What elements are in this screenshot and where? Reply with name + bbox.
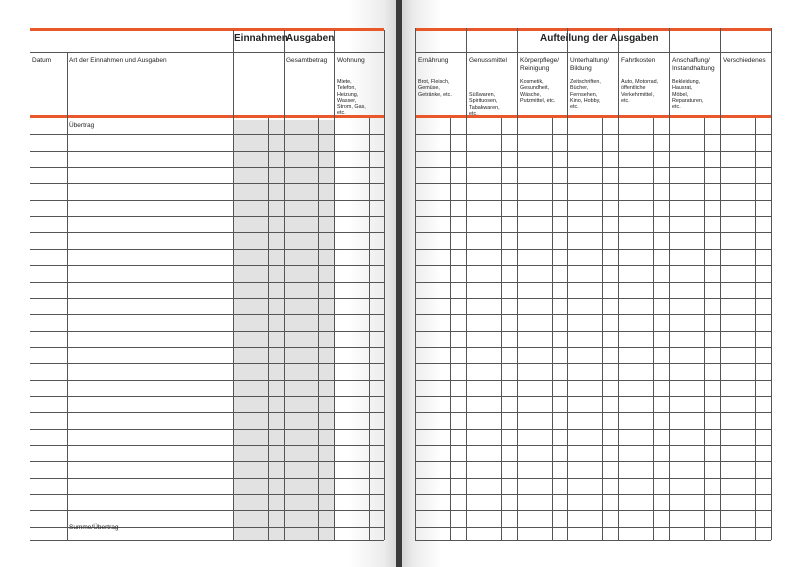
- row-line: [415, 380, 771, 381]
- wohnung-examples: Miete, Telefon, Heizung, Wasser, Strom, Gas, etc.: [337, 79, 366, 117]
- column-line: [771, 28, 772, 540]
- summe-uebertrag-label: Summe/Übertrag: [69, 524, 119, 531]
- cents-line: [369, 118, 370, 540]
- row-line: [415, 167, 771, 168]
- row-line: [30, 151, 384, 152]
- category-label: Anschaffung/ Instandhaltung: [672, 57, 715, 72]
- cents-line: [755, 118, 756, 540]
- row-line: [30, 134, 384, 135]
- row-line: [30, 396, 384, 397]
- category-examples: Zeitschriften, Bücher, Fernsehen, Kino, Hobby, etc.: [570, 79, 601, 111]
- category-examples: Süßwaren, Spirituosen, Tabakwaren, etc.: [469, 92, 500, 117]
- category-label: Verschiedenes: [723, 57, 766, 64]
- row-line: [415, 232, 771, 233]
- row-line: [30, 445, 384, 446]
- aufteilung-title: Aufteilung der Ausgaben: [540, 33, 659, 44]
- row-line: [415, 216, 771, 217]
- row-line: [415, 314, 771, 315]
- row-line: [30, 232, 384, 233]
- cents-line: [653, 118, 654, 540]
- row-line: [30, 249, 384, 250]
- column-line: [466, 28, 467, 540]
- column-line: [233, 30, 234, 540]
- bottom-line: [415, 540, 771, 541]
- row-line: [30, 478, 384, 479]
- column-line: [284, 30, 285, 540]
- row-line: [415, 298, 771, 299]
- art-header: Art der Einnahmen und Ausgaben: [69, 57, 167, 64]
- bottom-line: [30, 540, 384, 541]
- column-line: [334, 30, 335, 540]
- row-line: [30, 380, 384, 381]
- header-line: [415, 52, 771, 53]
- category-examples: Kosmetik, Gesundheit, Wäsche, Putzmittel, etc.: [520, 79, 556, 104]
- einnahmen-header: Einnahmen: [234, 33, 288, 44]
- accent-bar-top: [30, 28, 384, 31]
- cents-line: [450, 118, 451, 540]
- row-line: [30, 167, 384, 168]
- row-line: [415, 282, 771, 283]
- row-line: [30, 429, 384, 430]
- row-line: [415, 265, 771, 266]
- row-line: [30, 216, 384, 217]
- cents-line: [501, 118, 502, 540]
- row-line: [415, 412, 771, 413]
- row-line: [415, 445, 771, 446]
- row-line: [415, 527, 771, 528]
- wohnung-header: Wohnung: [337, 57, 365, 64]
- category-label: Unterhaltung/ Bildung: [570, 57, 610, 72]
- cents-line: [552, 118, 553, 540]
- uebertrag-label: Übertrag: [69, 122, 95, 129]
- row-line: [415, 200, 771, 201]
- row-line: [415, 363, 771, 364]
- row-line: [415, 151, 771, 152]
- header-line: [30, 52, 384, 53]
- column-line: [67, 52, 68, 540]
- row-line: [30, 265, 384, 266]
- row-line: [415, 249, 771, 250]
- accent-bar-header: [30, 115, 384, 118]
- row-line: [30, 363, 384, 364]
- column-line: [384, 30, 385, 540]
- column-line: [720, 28, 721, 540]
- category-examples: Brot, Fleisch, Gemüse, Getränke, etc.: [418, 79, 452, 98]
- row-line: [30, 461, 384, 462]
- row-line: [30, 298, 384, 299]
- category-examples: Bekleidung, Hausrat, Möbel, Reparaturen, etc.: [672, 79, 704, 111]
- ausgaben-header: Ausgaben: [286, 33, 335, 44]
- row-line: [30, 314, 384, 315]
- category-label: Körperpflege/ Reinigung: [520, 57, 560, 72]
- row-line: [415, 478, 771, 479]
- row-line: [415, 429, 771, 430]
- row-line: [415, 510, 771, 511]
- column-line: [567, 28, 568, 540]
- left-page: [0, 0, 396, 567]
- row-line: [415, 331, 771, 332]
- category-label: Ernährung: [418, 57, 449, 64]
- row-line: [30, 331, 384, 332]
- category-examples: Auto, Motorrad, öffentliche Verkehrmittel, etc.: [621, 79, 659, 104]
- column-line: [517, 28, 518, 540]
- row-line: [30, 494, 384, 495]
- category-label: Fahrtkosten: [621, 57, 656, 64]
- row-line: [415, 461, 771, 462]
- gesamtbetrag-header: Gesamtbetrag: [286, 57, 328, 64]
- category-label: Genussmittel: [469, 57, 507, 64]
- row-line: [30, 282, 384, 283]
- row-line: [415, 183, 771, 184]
- column-line: [669, 28, 670, 540]
- row-line: [30, 183, 384, 184]
- column-line: [618, 28, 619, 540]
- cents-line: [602, 118, 603, 540]
- row-line: [30, 200, 384, 201]
- row-line: [415, 347, 771, 348]
- right-page: [402, 0, 800, 567]
- row-line: [30, 510, 384, 511]
- row-line: [415, 396, 771, 397]
- cents-line: [704, 118, 705, 540]
- accent-bar-top: [415, 28, 771, 31]
- row-line: [415, 494, 771, 495]
- datum-header: Datum: [32, 57, 52, 64]
- row-line: [30, 347, 384, 348]
- row-line: [415, 134, 771, 135]
- cents-line: [268, 118, 269, 540]
- row-line: [30, 412, 384, 413]
- cents-line: [318, 118, 319, 540]
- column-line: [415, 28, 416, 540]
